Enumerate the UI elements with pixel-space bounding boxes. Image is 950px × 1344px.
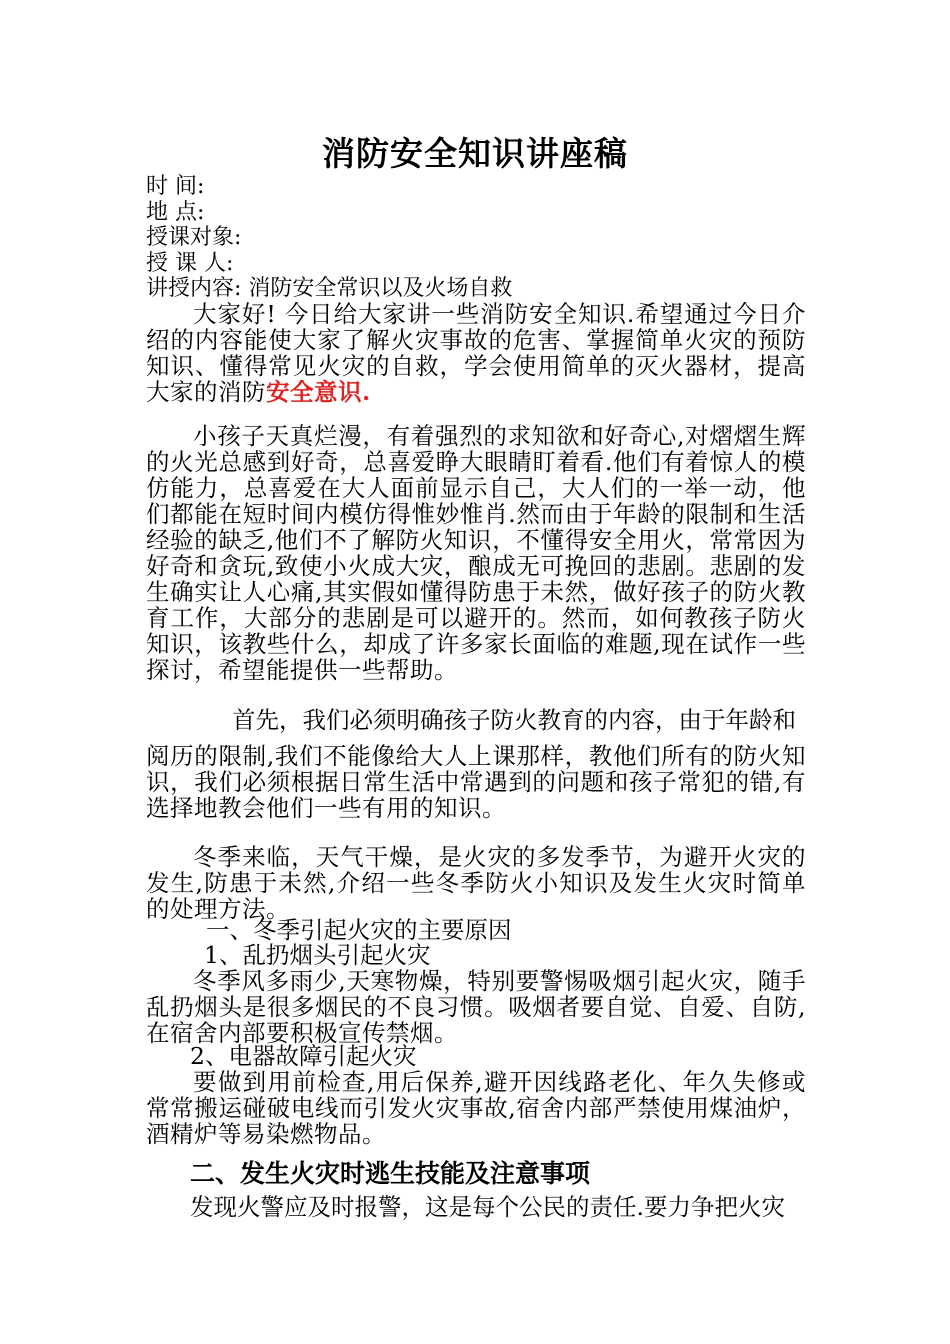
section2-text: 发现火警应及时报警，这是每个公民的责任.要力争把火灾	[190, 1193, 785, 1221]
meta-place: 地 点:	[146, 199, 205, 225]
meta-content: 讲授内容: 消防安全常识以及火场自救	[146, 276, 513, 301]
first-paragraph-line1: 首先，我们必须明确孩子防火教育的内容，由于年龄和	[232, 706, 796, 734]
winter-paragraph: 冬季来临，天气干燥，是火灾的多发季节，为避开火灾的发生,防患于未然,介绍一些冬季防火小知识及发生火灾时简单的处理方法。	[146, 843, 806, 923]
first-paragraph-rest: 阅历的限制,我们不能像给大人上课那样，教他们所有的防火知识，我们必须根据日常生活中常遇到的问题和孩子常犯的错,有选择地教会他们一些有用的知识。	[146, 742, 806, 822]
intro-paragraph	[146, 301, 806, 405]
meta-time: 时 间:	[146, 174, 205, 199]
intro-highlight: 安全意识.	[266, 378, 371, 406]
item2-heading: 2、电器故障引起火灾	[190, 1042, 417, 1070]
item1-heading: 1、乱扔烟头引起火灾	[204, 941, 431, 969]
item1-text: 冬季风多雨少,天寒物燥，特别要警惕吸烟引起火灾，随手乱扔烟头是很多烟民的不良习惯。吸烟者要自觉、自爱、自防,在宿舍内部要积极宣传禁烟。	[146, 967, 806, 1047]
section1-heading: 一、冬季引起火灾的主要原因	[206, 916, 512, 944]
meta-audience: 授课对象:	[146, 225, 242, 250]
lecture-meta	[146, 174, 826, 302]
meta-lecturer: 授 课 人:	[146, 250, 234, 276]
section2-heading: 二、发生火灾时逃生技能及注意事项	[190, 1159, 591, 1188]
children-paragraph: 小孩子天真烂漫，有着强烈的求知欲和好奇心,对熠熠生辉的火光总感到好奇，总喜爱睁大眼睛盯着看.他们有着惊人的模仿能力，总喜爱在大人面前显示自己，大人们的一举一动，他们都能在短时间内模仿得惟妙惟肖.然而由于年龄的限制和生活经验的缺乏,他们不了解防火知识，不懂得安全用火，常常因为好奇和贪玩,致使小火成大灾，酿成无可挽回的悲剧。悲剧的发生确实让人心痛,其实假如懂得防患于未然，做好孩子的防火教育工作，大部分的悲剧是可以避开的。然而，如何教孩子防火知识，该教些什么，却成了许多家长面临的难题,现在试作一些探讨，希望能提供一些帮助。	[146, 422, 806, 684]
intro-text: 大家好! 今日给大家讲一些消防安全知识.希望通过今日介绍的内容能使大家了解火灾事故的危害、掌握简单火灾的预防知识、懂得常见火灾的自救，学会使用简单的灭火器材，提高大家的消防	[146, 300, 806, 406]
document-title: 消防安全知识讲座稿	[322, 134, 628, 173]
item2-text: 要做到用前检查,用后保养,避开因线路老化、年久失修或常常搬运碰破电线而引发火灾事故,宿舍内部严禁使用煤油炉，酒精炉等易染燃物品。	[146, 1068, 806, 1148]
